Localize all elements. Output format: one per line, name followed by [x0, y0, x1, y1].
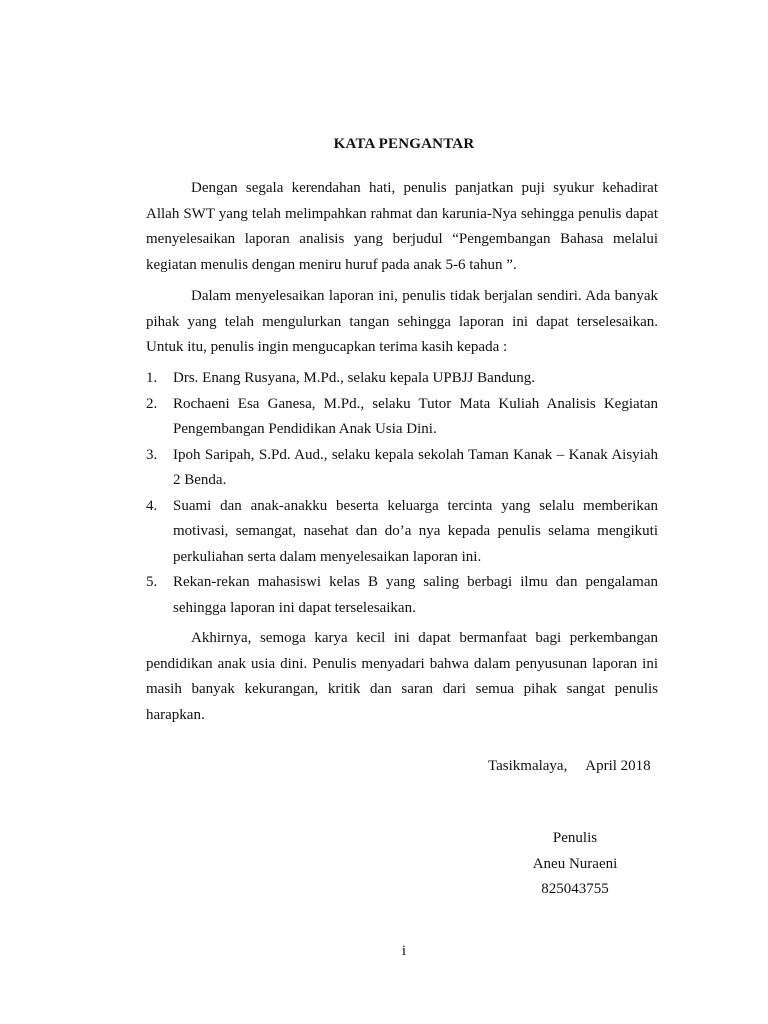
closing-paragraph: Akhirnya, semoga karya kecil ini dapat bermanfaat bagi perkembangan pendidikan anak usia dini. Penulis menyadari bahwa dalam penyusunan laporan ini masih banyak kekurangan, kritik dan saran dari semua pihak sangat penulis harapkan.: [146, 630, 658, 723]
thanks-list: [146, 366, 658, 621]
list-item: [146, 494, 658, 571]
signature-role: Penulis: [552, 830, 598, 846]
list-item: [146, 366, 658, 392]
list-item-number: 5.: [146, 574, 158, 590]
signature-name: Aneu Nuraeni: [532, 855, 618, 872]
list-item-text: Ipoh Saripah, S.Pd. Aud., selaku kepala sekolah Taman Kanak – Kanak Aisyiah 2 Benda.: [173, 446, 658, 488]
list-item: [146, 443, 658, 494]
list-item: [146, 570, 658, 621]
list-item-text: Drs. Enang Rusyana, M.Pd., selaku kepala UPBJJ Bandung.: [173, 370, 536, 386]
list-item-text: Rochaeni Esa Ganesa, M.Pd., selaku Tutor Mata Kuliah Analisis Kegiatan Pengembangan Pendidikan Anak Usia Dini.: [173, 395, 658, 437]
list-item: [146, 392, 658, 443]
signature-block: [500, 826, 650, 903]
list-item-text: Suami dan anak-anakku beserta keluarga tercinta yang selalu memberikan motivasi, semangat, nasehat dan do’a nya kepada penulis selama mengikuti perkuliahan serta dalam menyelesaikan laporan ini.: [173, 497, 658, 565]
page-title: KATA PENGANTAR: [333, 136, 475, 152]
place-date: Tasikmalaya, April 2018: [488, 758, 651, 774]
list-item-number: 4.: [146, 497, 158, 514]
list-item-number: 3.: [146, 446, 158, 463]
list-item-number: 2.: [146, 395, 158, 412]
intro-paragraph: Dengan segala kerendahan hati, penulis panjatkan puji syukur kehadirat Allah SWT yang telah melimpahkan rahmat dan karunia-Nya sehingga penulis dapat menyelesaikan laporan analisis yang berjudul “Pengembangan Bahasa melalui kegiatan menulis dengan meniru huruf pada anak 5-6 tahun ”.: [146, 180, 658, 273]
signature-id-number: 825043755: [541, 881, 609, 897]
page-number: i: [401, 943, 407, 959]
list-item-text: Rekan-rekan mahasiswi kelas B yang saling berbagi ilmu dan pengalaman sehingga laporan ini dapat terselesaikan.: [173, 574, 658, 616]
list-item-number: 1.: [146, 370, 158, 386]
thanks-intro-paragraph: Dalam menyelesaikan laporan ini, penulis tidak berjalan sendiri. Ada banyak pihak yang telah mengulurkan tangan sehingga laporan ini dapat terselesaikan. Untuk itu, penulis ingin mengucapkan terima kasih kepada :: [146, 288, 658, 355]
